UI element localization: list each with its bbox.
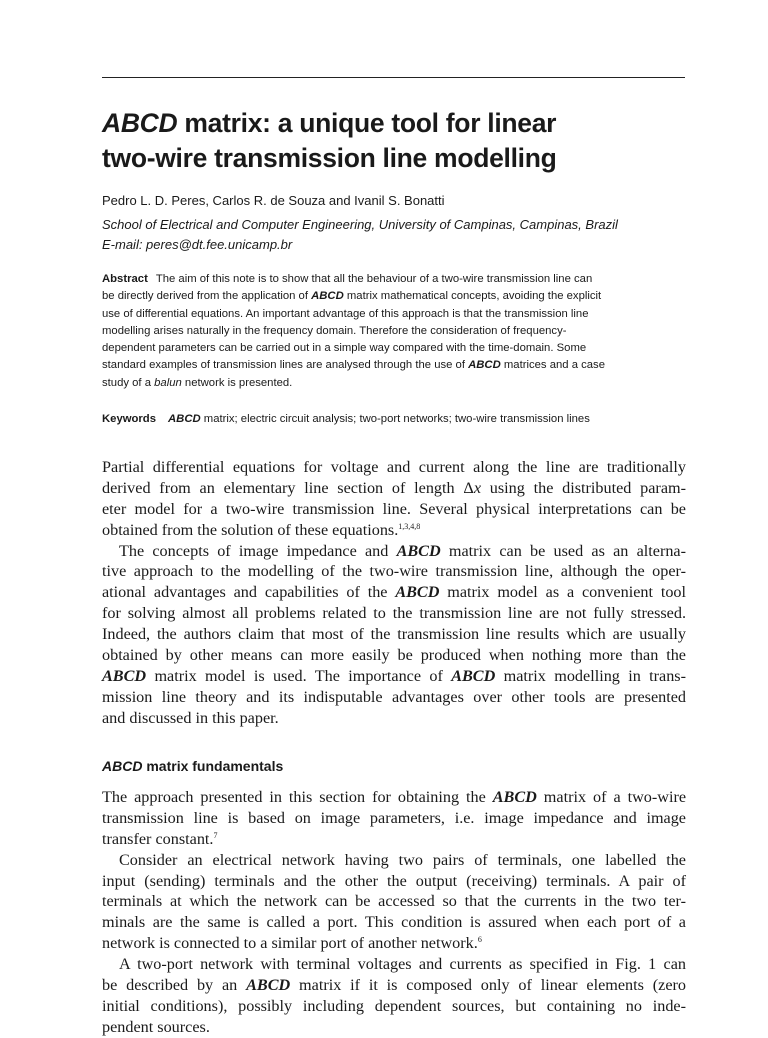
body-line: obtained by other means can more easily be produced when nothing more than the [102, 646, 686, 665]
fundamentals-text [102, 787, 686, 1038]
body-emphasis: ABCD [492, 788, 537, 806]
citation: 7 [213, 830, 218, 840]
affiliation-block [102, 215, 618, 255]
abstract-italic: balun [154, 376, 182, 389]
body-line: The approach presented in this section for obtaining the [102, 788, 493, 806]
body-line: terminals at which the network can be accessed so that the currents in the two ter- [102, 892, 686, 911]
section-title: matrix fundamentals [142, 758, 284, 774]
keywords-list: matrix; electric circuit analysis; two-port networks; two-wire transmission lines [200, 413, 590, 425]
body-emphasis: ABCD [246, 976, 291, 995]
abstract-line: be directly derived from the application of [102, 290, 312, 303]
citation: 6 [477, 935, 482, 945]
abstract-line: matrix mathematical concepts, avoiding the explicit [343, 290, 602, 303]
body-line: for solving almost all problems related to the transmission line are not fully stressed. [102, 604, 686, 623]
keywords-label: Keywords [102, 413, 156, 425]
abstract-line: dependent parameters can be carried out in a simple way compared with the time-domain. Some [102, 342, 587, 355]
keywords-emphasis: ABCD [168, 413, 201, 425]
delta-symbol: Δ [463, 478, 474, 497]
abstract-line: standard examples of transmission lines are analysed through the use of [102, 359, 469, 372]
body-line: matrix modelling in trans- [503, 666, 686, 685]
top-rule [102, 77, 685, 78]
body-line: obtained from the solution of these equations. [102, 520, 399, 539]
abstract-line: use of differential equations. An important advantage of this approach is that the transmission line [102, 307, 589, 320]
body-line: The concepts of image impedance and [119, 541, 397, 560]
body-line: input (sending) terminals and the other the output (receiving) terminals. A pair of [102, 871, 686, 890]
body-line: matrix of a two-wire [543, 788, 687, 806]
title-line-2: two-wire transmission line modelling [102, 143, 557, 173]
body-line: A two-port network with terminal voltages and currents as specified in Fig. 1 can [119, 955, 686, 974]
body-line: matrix model as a convenient tool [447, 583, 687, 602]
abstract-emphasis: ABCD [468, 359, 501, 372]
abstract-line: network is presented. [181, 376, 293, 389]
body-line: Indeed, the authors claim that most of the transmission line results which are usually [102, 625, 686, 644]
body-line: Consider an electrical network having two pairs of terminals, one labelled the [119, 850, 686, 869]
affiliation: School of Electrical and Computer Engineering, University of Campinas, Campinas, Brazil [102, 217, 618, 232]
email: E-mail: peres@dt.fee.unicamp.br [102, 237, 293, 252]
body-line: mission line theory and its indisputable advantages over other tools are presented [102, 687, 686, 706]
abstract-line: study of a [102, 376, 155, 389]
abstract [102, 271, 687, 392]
abstract-line: modelling arises naturally in the frequency domain. Therefore the consideration of frequency- [102, 324, 567, 337]
abstract-label: Abstract [102, 273, 148, 285]
body-line: using the distributed param- [481, 478, 686, 497]
body-emphasis: ABCD [396, 541, 441, 560]
abstract-line: matrices and a case [500, 359, 605, 372]
body-line: and discussed in this paper. [102, 708, 279, 727]
paper-title [102, 106, 702, 176]
authors: Pedro L. D. Peres, Carlos R. de Souza and Ivanil S. Bonatti [102, 193, 445, 208]
body-line: derived from an elementary line section of length [102, 478, 464, 497]
body-emphasis: ABCD [102, 666, 147, 685]
body-emphasis: ABCD [395, 583, 440, 602]
body-line: transfer constant. [102, 829, 214, 848]
body-line: tive approach to the modelling of the two-wire transmission line, although the oper- [102, 562, 686, 581]
body-line: Partial differential equations for voltage and current along the line are traditionally [102, 458, 686, 476]
body-line: matrix model is used. The importance of [154, 666, 452, 685]
intro-text [102, 457, 686, 729]
body-line: ational advantages and capabilities of the [102, 583, 396, 602]
body-line: eter model for a two-wire transmission line. Several physical interpretations can be [102, 499, 686, 518]
body-line: transmission line is based on image parameters, i.e. image impedance and image [102, 808, 686, 827]
body-line: matrix can be used as an alterna- [448, 541, 687, 560]
body-line: initial conditions), possibly including dependent sources, but containing no inde- [102, 996, 686, 1015]
citation: 1,3,4,8 [398, 521, 421, 531]
body-line: minals are the same is called a port. This condition is assured when each port of a [102, 913, 686, 932]
body-emphasis: ABCD [451, 666, 496, 685]
section-emphasis: ABCD [102, 758, 143, 774]
body-line: matrix if it is composed only of linear elements (zero [299, 976, 686, 995]
title-line-1: matrix: a unique tool for linear [177, 108, 557, 138]
keywords [102, 411, 702, 428]
body-line: be described by an [102, 976, 247, 995]
abstract-line: The aim of this note is to show that all the behaviour of a two-wire transmission line can [155, 273, 593, 285]
abstract-emphasis: ABCD [311, 290, 344, 303]
title-emphasis: ABCD [102, 108, 178, 138]
variable-x: x [473, 478, 481, 497]
body-line: pendent sources. [102, 1017, 210, 1036]
body-line: network is connected to a similar port of another network. [102, 934, 478, 953]
section-heading [102, 756, 283, 776]
